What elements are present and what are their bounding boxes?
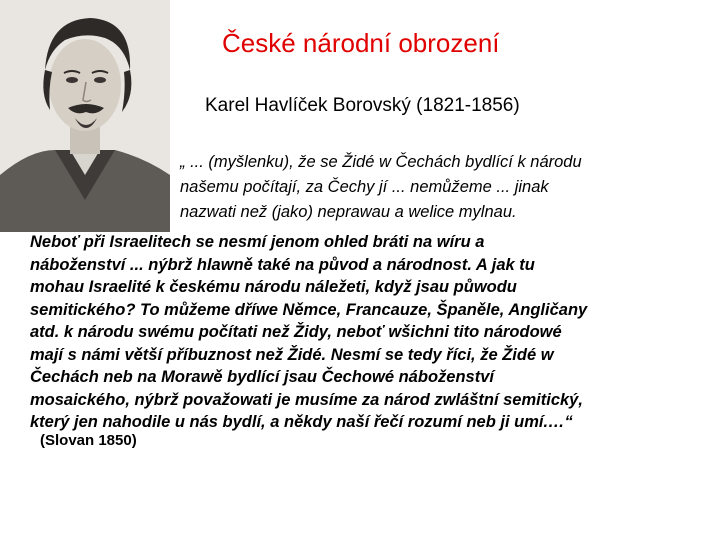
quote-body-line: semitického? To můžeme dříwe Němce, Francauze, Španěle, Angličany <box>30 300 588 319</box>
quote-body-line: Čechách neb na Morawě bydlící jsau Čechowé náboženství <box>30 368 494 386</box>
quote-body <box>30 231 720 434</box>
quote-body-line: který jen nahodile u nás bydlí, a někdy naší řečí rozumí neb ji umí.…“ <box>30 413 573 431</box>
quote-body-line: Neboť při Israelitech se nesmí jenom ohled bráti na wíru a <box>30 233 485 251</box>
quote-intro-line: našemu počítají, za Čechy jí ... nemůžeme ... jinak <box>180 178 549 196</box>
slide-title: České národní obrození <box>222 28 500 58</box>
quote-body-line: mohau Israelité k českému národu náležeti, když jsau půwodu <box>30 278 517 296</box>
quote-intro-line: nazwati než (jako) neprawau a welice mylnau. <box>180 203 517 221</box>
quote-intro <box>180 150 720 225</box>
quote-body-line: mají s námi větší příbuznost než Židé. Nesmí se tedy říci, že Židé w <box>30 345 554 364</box>
quote-body-line: atd. k národu swému počítati než Židy, neboť wšichni tito národowé <box>30 323 562 341</box>
quote-body-line: mosaického, nýbrž považowati je musíme za národ zwláštní semitický, <box>30 390 583 409</box>
quote-intro-line: „ ... (myšlenku), že se Židé w Čechách bydlící k národu <box>180 153 582 171</box>
slide-subtitle: Karel Havlíček Borovský (1821-1856) <box>205 95 520 116</box>
source-citation: (Slovan 1850) <box>40 432 137 449</box>
quote-body-line: náboženství ... nýbrž hlawně také na původ a národnost. A jak tu <box>30 255 535 274</box>
portrait-image <box>0 0 170 232</box>
